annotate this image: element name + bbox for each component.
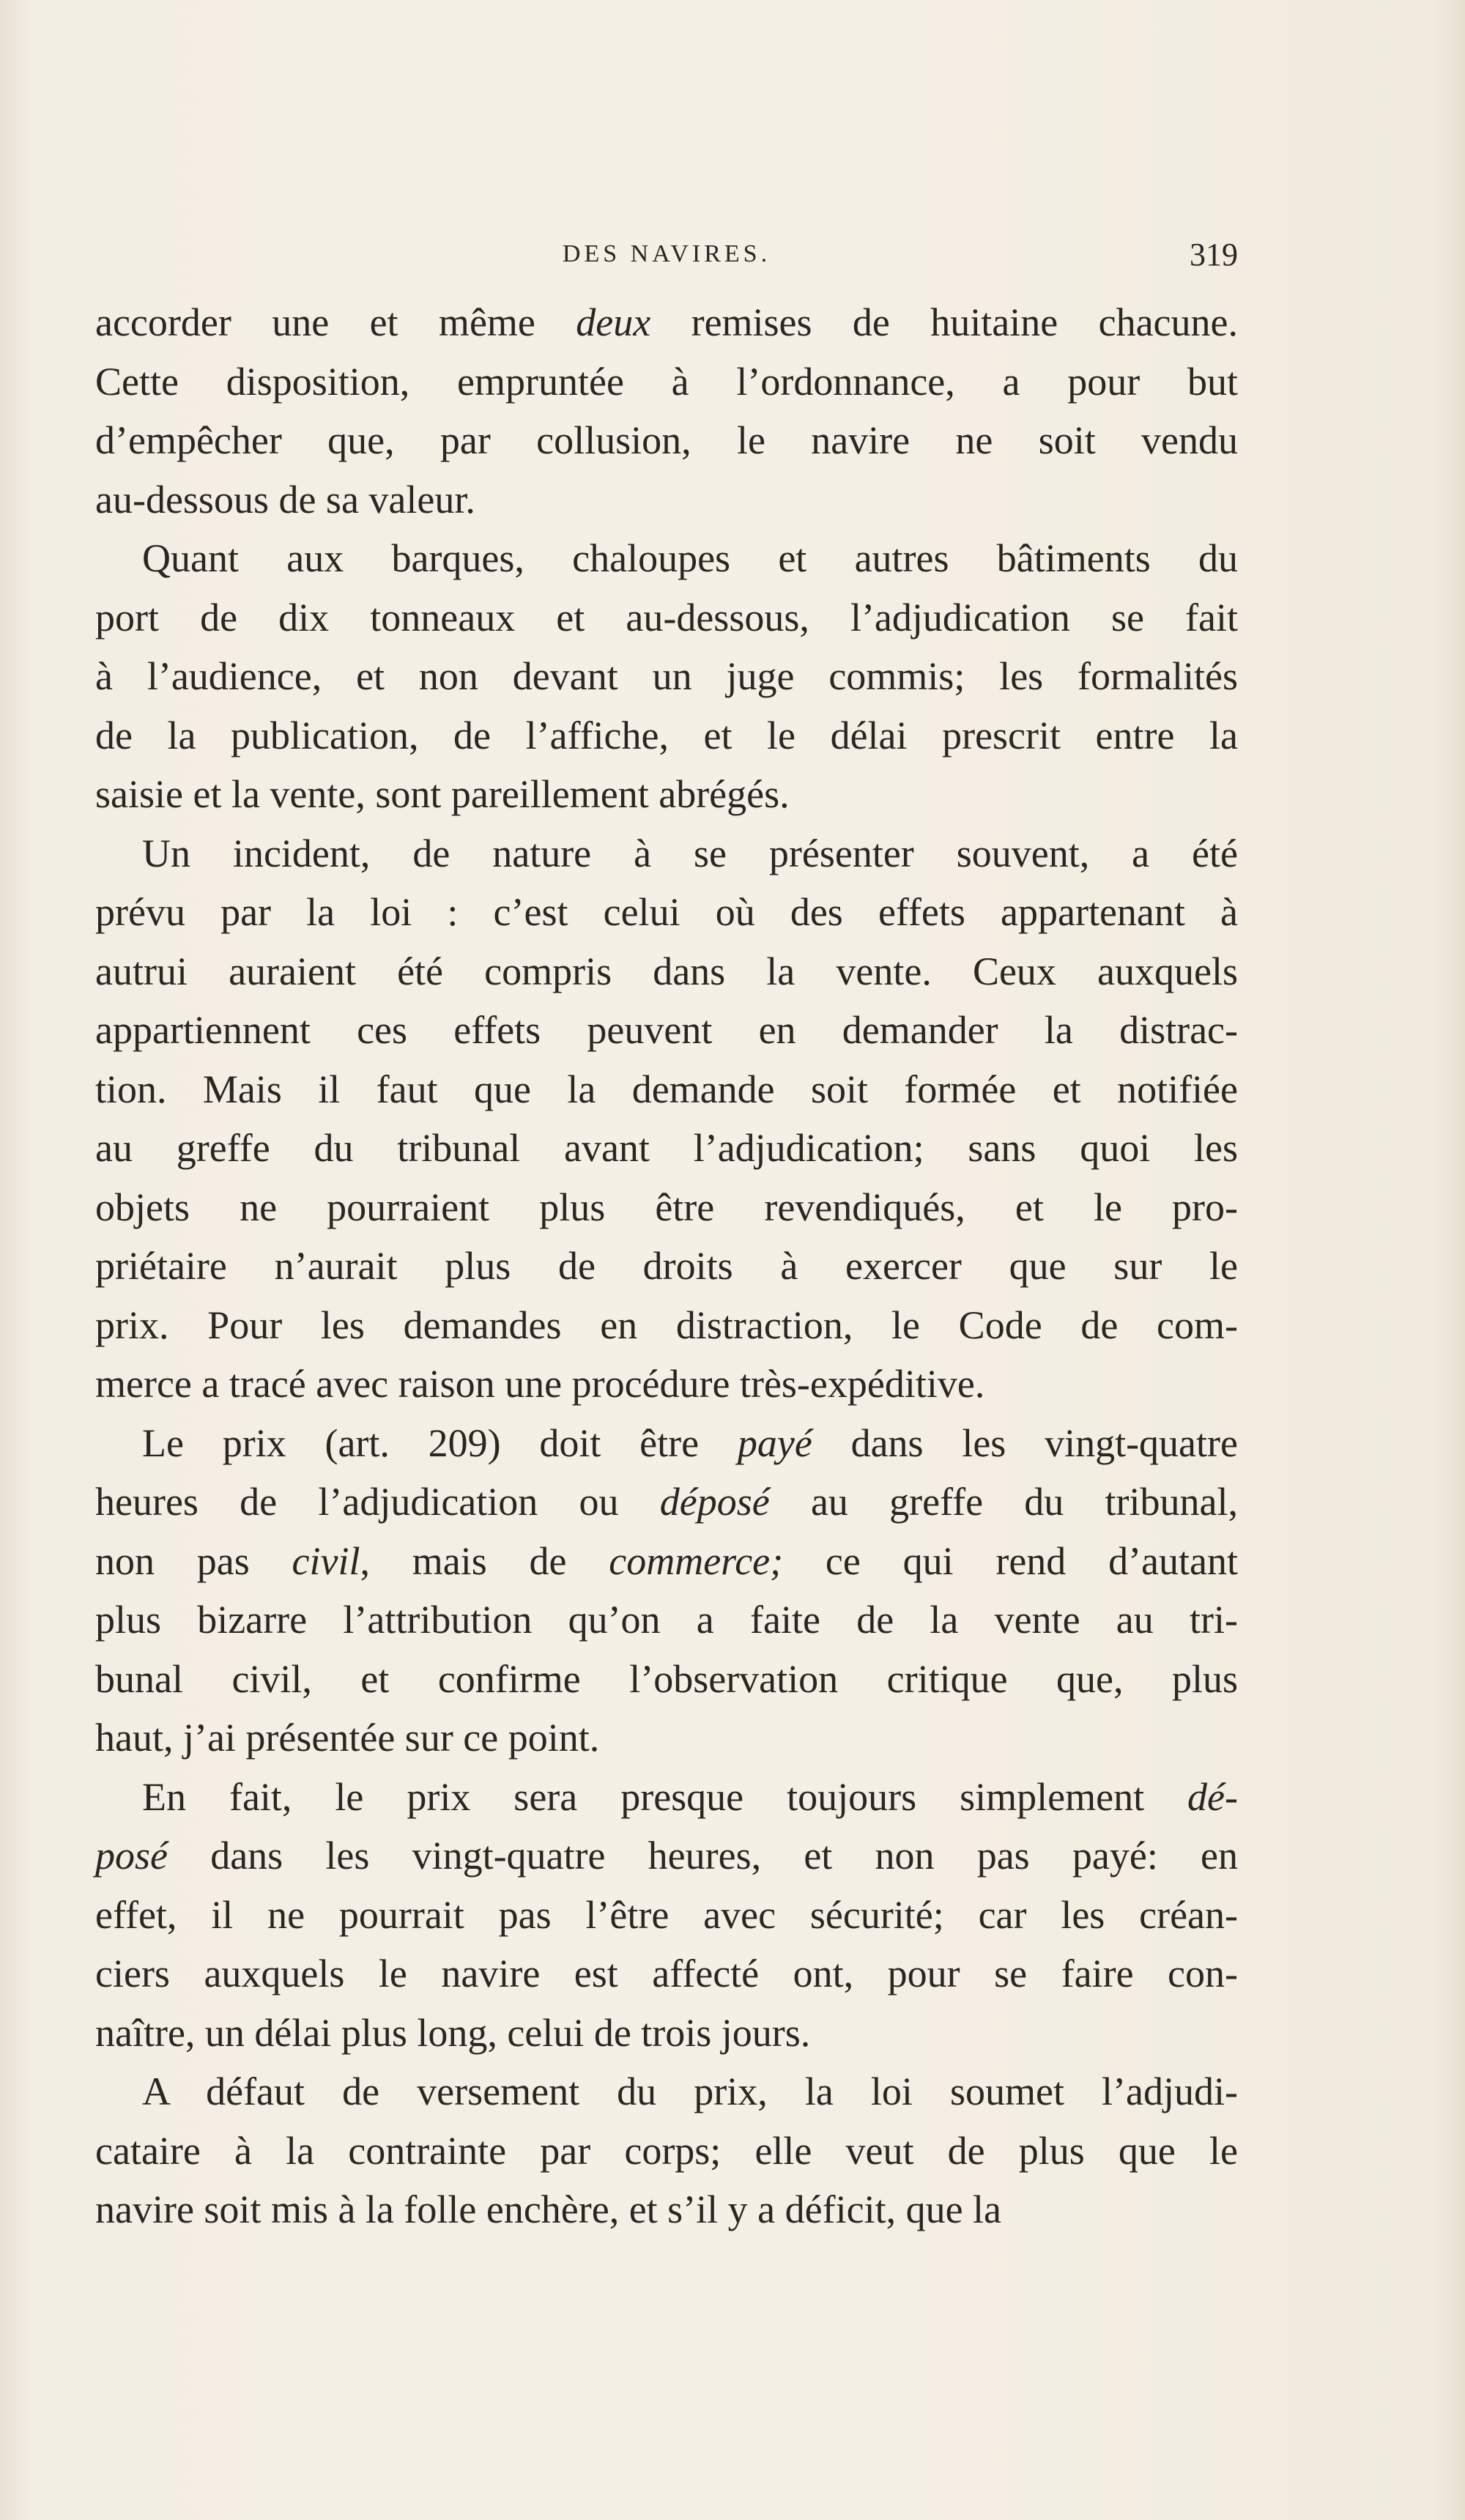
text-line — [95, 1532, 1238, 1591]
text-segment: appartiennent ces effets peuvent en demander la distrac- — [95, 1008, 1238, 1052]
text-segment: remises de huitaine chacune. — [650, 300, 1238, 344]
text-segment: à l’audience, et non devant un juge commis; les formalités — [95, 654, 1238, 698]
text-line — [95, 1472, 1238, 1532]
text-segment: saisie et la vente, sont pareillement abrégés. — [95, 772, 790, 816]
text-segment: Quant aux barques, chaloupes et autres bâtiments du — [142, 536, 1238, 580]
text-line — [95, 1237, 1238, 1296]
text-line — [95, 1414, 1238, 1473]
italic-segment: payé — [737, 1420, 812, 1465]
italic-segment: déposé — [659, 1480, 770, 1524]
text-line — [95, 2121, 1238, 2181]
running-title: DES NAVIRES. — [562, 240, 771, 267]
text-segment: navire soit mis à la folle enchère, et s’il y a déficit, que la — [95, 2187, 1002, 2231]
paragraph — [95, 824, 1238, 1414]
paragraph — [95, 1414, 1238, 1768]
text-line — [95, 1119, 1238, 1178]
text-segment: tion. Mais il faut que la demande soit formée et notifiée — [95, 1067, 1238, 1111]
text-segment: prix. Pour les demandes en distraction, le Code de com- — [95, 1302, 1238, 1347]
text-line — [95, 1826, 1238, 1886]
text-segment: autrui auraient été compris dans la vente. Ceux auxquels — [95, 949, 1238, 993]
text-line — [95, 647, 1238, 706]
text-line — [95, 1354, 1238, 1414]
text-segment: au-dessous de sa valeur. — [95, 477, 475, 522]
text-line — [95, 1178, 1238, 1237]
text-segment: ciers auxquels le navire est affecté ont, pour se faire con- — [95, 1952, 1238, 1995]
text-segment: , mais de — [360, 1538, 609, 1583]
text-segment: Cette disposition, empruntée à l’ordonnance, a pour but — [95, 359, 1238, 404]
text-line — [95, 1708, 1238, 1768]
text-line — [95, 1590, 1238, 1650]
text-line — [95, 942, 1238, 1001]
text-segment: dans les vingt-quatre — [812, 1420, 1238, 1465]
body-text — [95, 293, 1238, 2239]
page-number: 319 — [1190, 237, 1238, 273]
paragraph — [95, 293, 1238, 529]
running-head — [95, 233, 1238, 277]
text-line — [95, 411, 1238, 470]
text-segment: d’empêcher que, par collusion, le navire ne soit vendu — [95, 418, 1238, 462]
text-segment: effet, il ne pourrait pas l’être avec sécurité; car les créan- — [95, 1892, 1238, 1937]
italic-segment: posé — [95, 1834, 168, 1878]
text-segment: A défaut de versement du prix, la loi soumet l’adjudi- — [142, 2069, 1238, 2113]
text-line — [95, 2180, 1238, 2239]
text-segment: prévu par la loi : c’est celui où des effets appartenant à — [95, 890, 1238, 934]
text-line — [95, 1886, 1238, 1945]
text-segment: cataire à la contrainte par corps; elle veut de plus que le — [95, 2128, 1238, 2173]
text-line — [95, 765, 1238, 824]
text-line — [95, 352, 1238, 412]
text-line — [95, 470, 1238, 530]
text-segment: Le prix (art. 209) doit être — [142, 1420, 738, 1465]
text-line — [95, 2062, 1238, 2121]
text-line — [95, 1768, 1238, 1827]
text-segment: port de dix tonneaux et au-dessous, l’adjudication se fait — [95, 595, 1238, 640]
text-line — [95, 883, 1238, 942]
text-segment: objets ne pourraient plus être revendiqués, et le pro- — [95, 1185, 1238, 1229]
italic-segment: civil — [292, 1538, 360, 1583]
text-line — [95, 1060, 1238, 1119]
text-segment: ce qui rend d’autant — [783, 1538, 1238, 1583]
italic-segment: dé- — [1187, 1774, 1238, 1819]
text-line — [95, 824, 1238, 883]
text-line — [95, 706, 1238, 766]
italic-segment: deux — [576, 300, 651, 344]
text-segment: naître, un délai plus long, celui de trois jours. — [95, 2010, 811, 2055]
text-segment: merce a tracé avec raison une procédure très-expéditive. — [95, 1362, 985, 1406]
text-line — [95, 1944, 1238, 2004]
text-segment: dans les vingt-quatre heures, et non pas payé: en — [167, 1834, 1238, 1878]
text-segment: haut, j’ai présentée sur ce point. — [95, 1716, 600, 1760]
text-line — [95, 1650, 1238, 1709]
text-segment: de la publication, de l’affiche, et le délai prescrit entre la — [95, 713, 1238, 757]
text-line — [95, 1296, 1238, 1355]
italic-segment: commerce; — [609, 1538, 784, 1583]
text-line — [95, 588, 1238, 648]
paragraph — [95, 2062, 1238, 2239]
text-line — [95, 293, 1238, 352]
text-line — [95, 529, 1238, 588]
text-segment: au greffe du tribunal, — [769, 1480, 1238, 1524]
paragraph — [95, 1768, 1238, 2063]
text-segment: En fait, le prix sera presque toujours simplement — [142, 1774, 1188, 1819]
text-segment: bunal civil, et confirme l’observation critique que, plus — [95, 1656, 1238, 1701]
paragraph — [95, 529, 1238, 824]
text-segment: plus bizarre l’attribution qu’on a faite de la vente au tri- — [95, 1598, 1238, 1642]
text-segment: priétaire n’aurait plus de droits à exercer que sur le — [95, 1244, 1238, 1288]
text-line — [95, 1001, 1238, 1060]
text-segment: heures de l’adjudication ou — [95, 1480, 660, 1524]
text-segment: Un incident, de nature à se présenter souvent, a été — [142, 831, 1238, 875]
text-segment: au greffe du tribunal avant l’adjudication; sans quoi les — [95, 1126, 1238, 1170]
text-line — [95, 2004, 1238, 2063]
text-segment: accorder une et même — [95, 300, 576, 344]
text-segment: non pas — [95, 1538, 292, 1583]
